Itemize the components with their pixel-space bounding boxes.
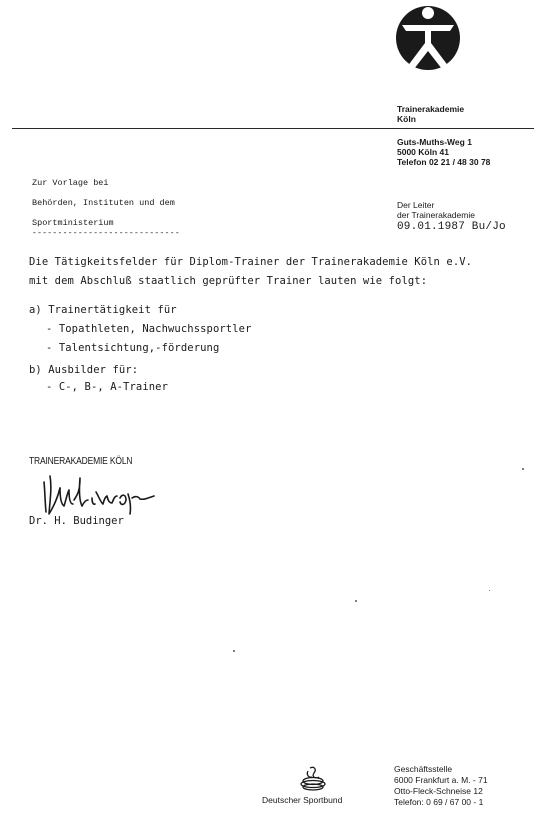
office-line: Telefon: 0 69 / 67 00 - 1 — [394, 797, 484, 807]
letterhead-address — [397, 137, 490, 167]
section-b-list — [46, 381, 168, 393]
list-item: - Talentsichtung,-förderung — [46, 342, 220, 354]
signature-organisation: TRAINERAKADEMIE KÖLN — [29, 456, 133, 467]
recipient-line: Behörden, Instituten und dem — [32, 198, 175, 208]
list-item: - C-, B-, A-Trainer — [46, 381, 169, 393]
trainerakademie-logo — [395, 5, 461, 71]
scan-speck — [522, 468, 524, 470]
sender-title-line2: der Trainerakademie — [397, 210, 475, 220]
office-address — [394, 764, 488, 808]
section-a-heading: a) Trainertätigkeit für — [29, 304, 177, 316]
list-item: - Topathleten, Nachwuchssportler — [46, 323, 252, 335]
scan-speck — [233, 650, 235, 652]
signatory-name: Dr. H. Budinger — [29, 515, 124, 527]
address-street: Guts-Muths-Weg 1 — [397, 137, 472, 147]
intro-line: Die Tätigkeitsfelder für Diplom-Trainer der Trainerakademie Köln e.V. — [29, 256, 473, 268]
section-a-list — [46, 320, 252, 358]
recipient-line: Zur Vorlage bei — [32, 178, 109, 188]
sender-title-line1: Der Leiter — [397, 200, 435, 210]
intro-line: mit dem Abschluß staatlich geprüfter Trainer lauten wie folgt: — [29, 275, 428, 287]
letterhead-org — [397, 104, 464, 124]
scan-speck — [355, 600, 357, 602]
org-name: Trainerakademie — [397, 104, 465, 114]
letterhead-divider — [12, 128, 534, 129]
recipient-line: Sportministerium — [32, 218, 114, 228]
address-phone: Telefon 02 21 / 48 30 78 — [397, 157, 491, 167]
date-reference: 09.01.1987 Bu/Jo — [397, 221, 506, 233]
section-b-heading: b) Ausbilder für: — [29, 364, 139, 376]
recipient-underline: ----------------------------- — [32, 229, 180, 238]
deutscher-sportbund-logo — [300, 765, 326, 791]
intro-paragraph — [29, 253, 472, 291]
office-line: Otto-Fleck-Schneise 12 — [394, 786, 483, 796]
org-city: Köln — [397, 114, 416, 124]
office-line: Geschäftsstelle — [394, 764, 453, 774]
recipient-block — [32, 173, 175, 233]
scan-speck — [489, 590, 490, 591]
address-city: 5000 Köln 41 — [397, 147, 449, 157]
sender-title — [397, 200, 475, 220]
office-line: 6000 Frankfurt a. M. - 71 — [394, 775, 488, 785]
dsb-name: Deutscher Sportbund — [262, 795, 343, 805]
